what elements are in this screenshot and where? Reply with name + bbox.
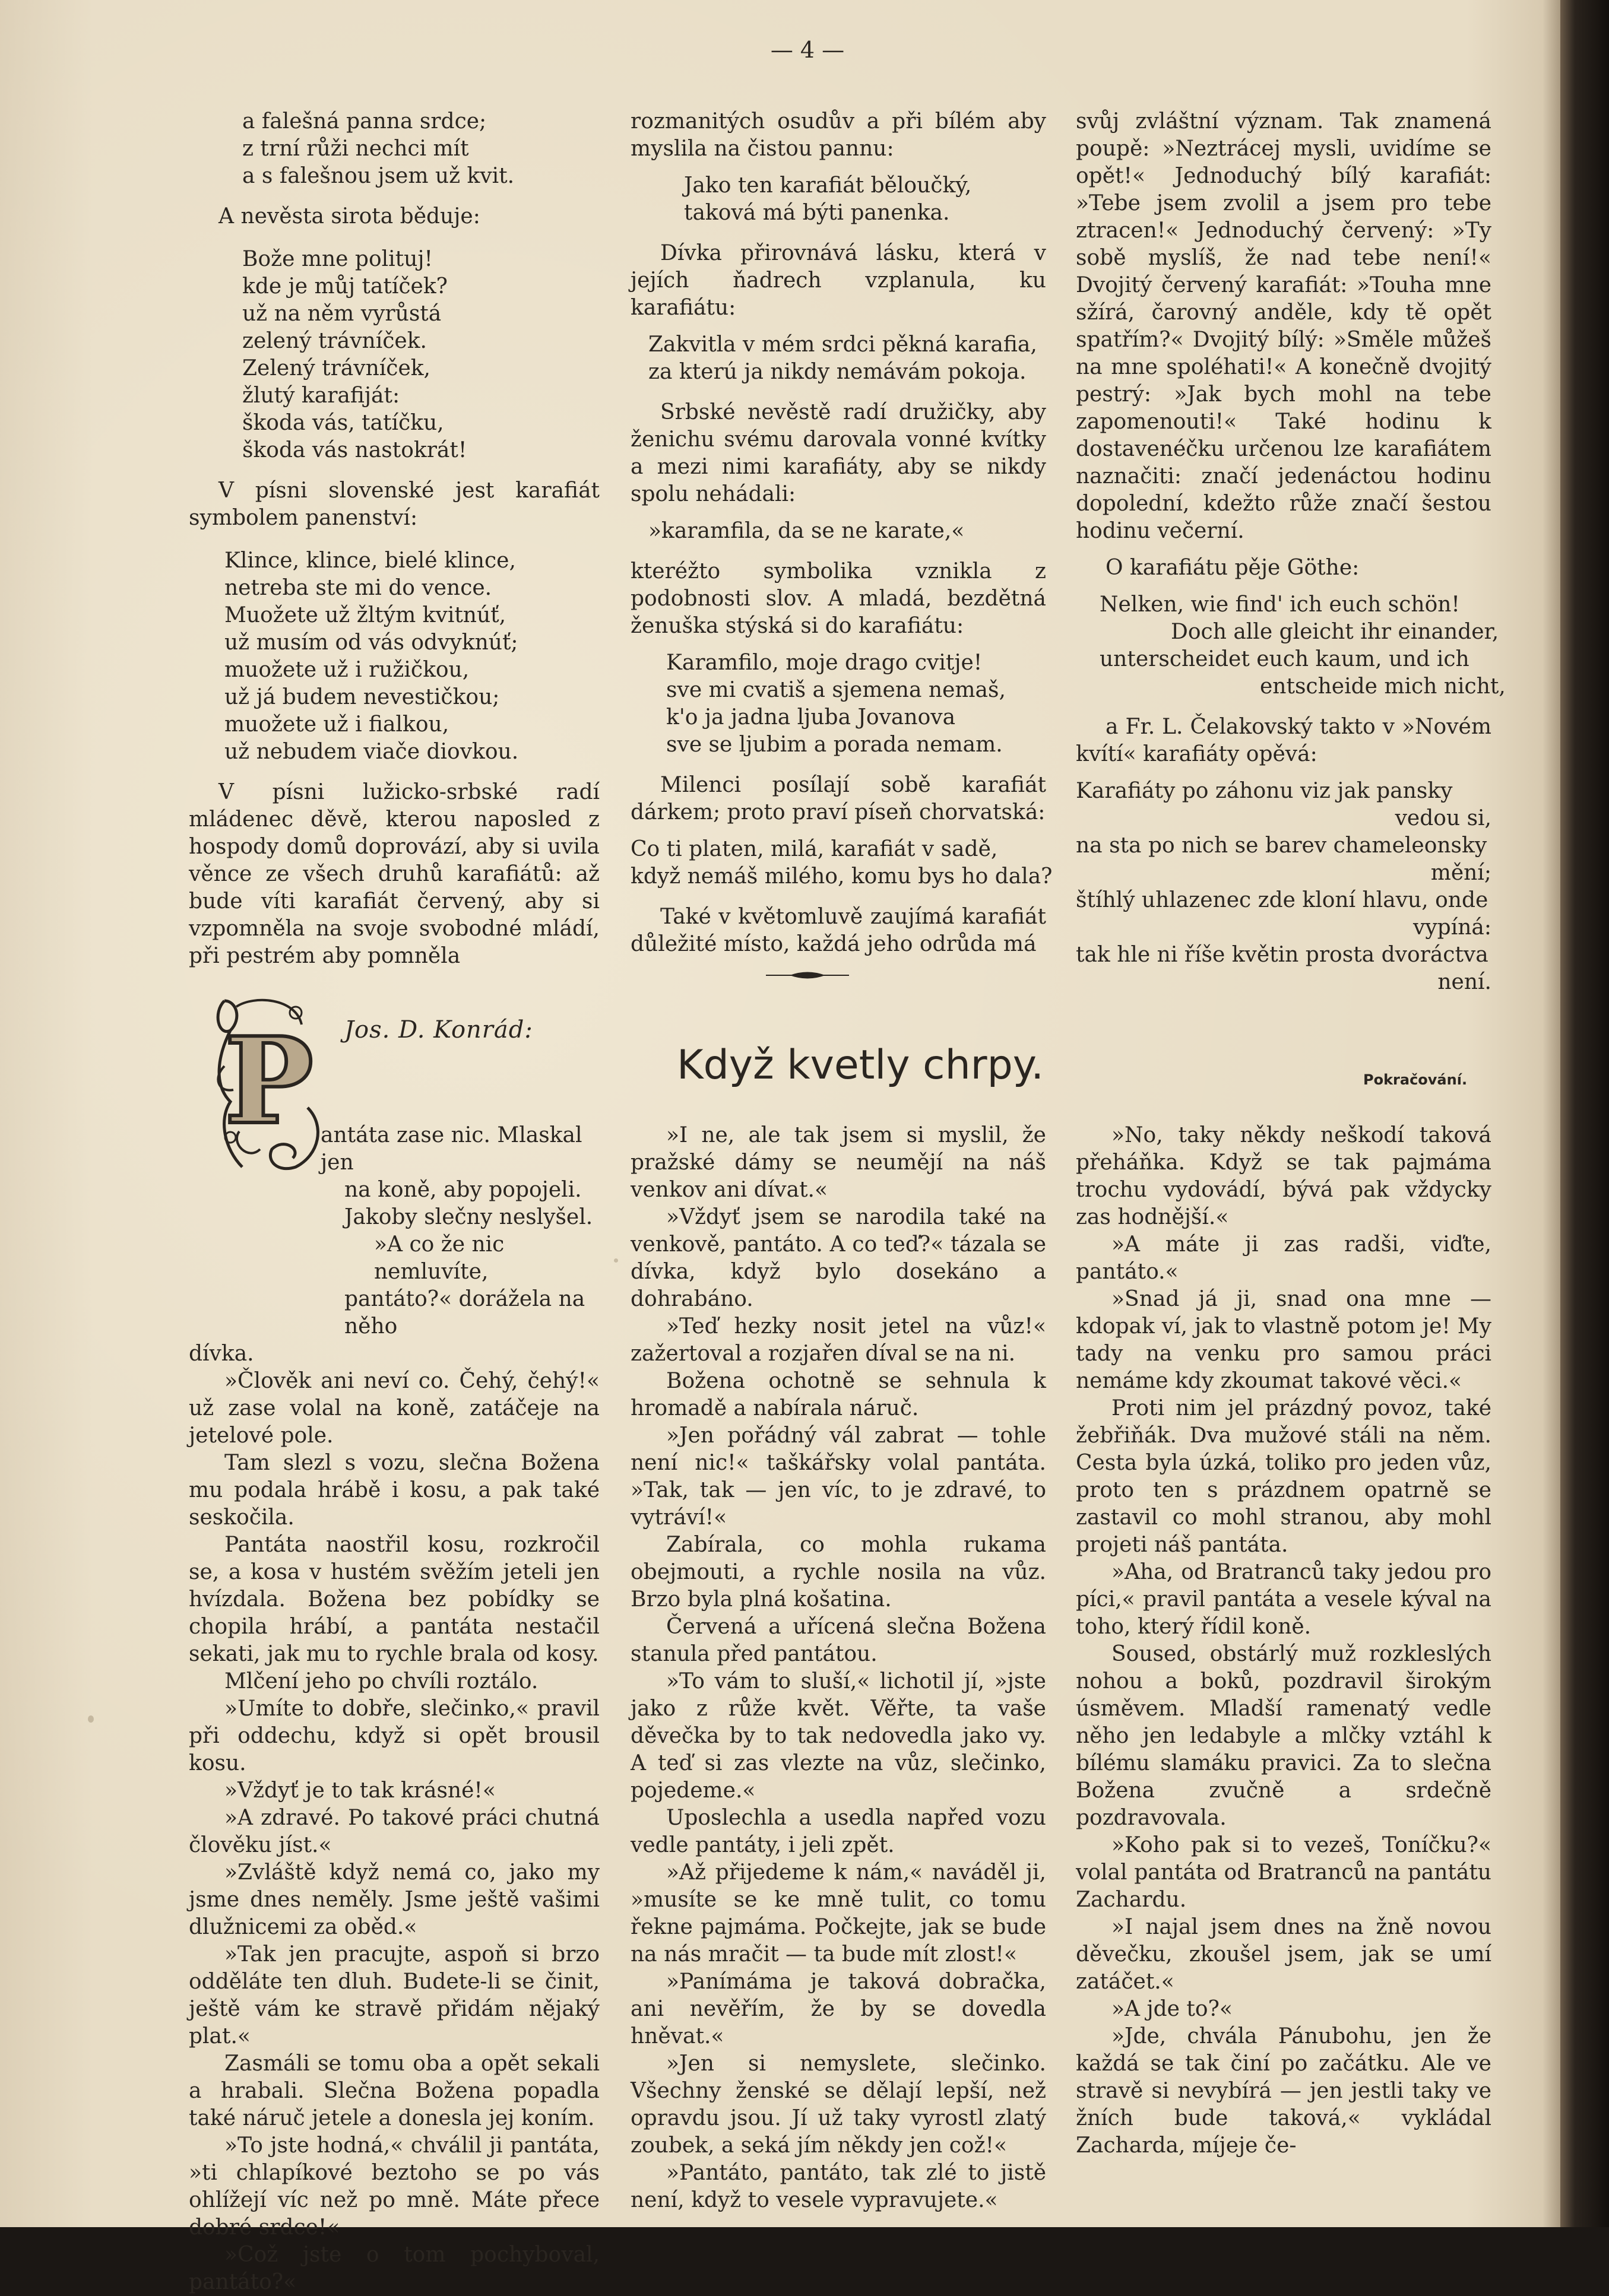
paragraph: Červená a uřícená slečna Božena stanula před pantátou.	[631, 1615, 1046, 1666]
verse-line: není.	[1437, 970, 1491, 994]
paragraph: »Jen pořádný vál zabrat — tohle není nic!« taškářsky volal pantáta. »Tak, tak — jen víc, to je zdravé, to vytráví!«	[631, 1423, 1046, 1530]
paragraph: »A zdravé. Po takové práci chutná člověku jíst.«	[189, 1806, 600, 1857]
verse-line: žlutý karafiját:	[242, 383, 400, 408]
paragraph: A nevěsta sirota běduje:	[218, 204, 480, 229]
paragraph: »Teď hezky nosit jetel na vůz!« zažertoval a rozjařen díval se na ni.	[631, 1314, 1046, 1366]
paragraph: Mlčení jeho po chvíli roztálo.	[224, 1669, 539, 1694]
verse-karamfilo	[631, 649, 1046, 759]
verse-line: Bože mne polituj!	[242, 247, 433, 271]
paragraph: Srbské nevěstě radí družičky, aby ženichu svému darovala vonné kvítky a mezi nimi karafiáty, aby se nikdy spolu nehádali:	[631, 400, 1046, 506]
verse-line: když nemáš milého, komu bys ho dala?	[631, 864, 1053, 889]
paragraph: »No, taky někdy neškodí taková přeháňka. Když se tak pajmáma trochu vydovádí, bývá pak vždycky zas hodnější.«	[1076, 1123, 1491, 1229]
page-fold-shadow	[1543, 0, 1560, 2227]
verse-line: k'o ja jadna ljuba Jovanova	[666, 705, 956, 730]
verse-line: na sta po nich se barev chameleonsky	[1076, 833, 1487, 858]
story-column-1	[189, 1122, 600, 2296]
verse-karafiat	[631, 172, 1046, 227]
paragraph: rozmanitých osudův a při bílém aby myslila na čistou pannu:	[631, 109, 1046, 161]
paragraph: »Umíte to dobře, slečinko,« pravil při oddechu, když si opět brousil kosu.	[189, 1696, 600, 1775]
paragraph: »Což jste o tom pochyboval, pantáto?«	[189, 2243, 600, 2294]
paragraph: »Až přijedeme k nám,« naváděl ji, »musíte se ke mně tulit, co tomu řekne pajmáma. Počkejte, jak se bude na nás mračit — ta bude mít zlost!«	[631, 1860, 1046, 1967]
verse-line: kde je můj tatíček?	[242, 274, 448, 299]
verse-line: netreba ste mi do vence.	[224, 576, 492, 600]
verse-line: muožete už i fialkou,	[224, 712, 449, 737]
paragraph: »I ne, ale tak jsem si myslil, že pražské dámy se neumějí na náš venkov ani dívat.«	[631, 1123, 1046, 1202]
verse-top	[189, 108, 600, 190]
story-column-3	[1076, 1122, 1491, 2159]
binding-edge	[1560, 0, 1609, 2227]
verse-line: už na něm vyrůstá	[242, 302, 442, 326]
verse-line: sve se ljubim a porada nemam.	[666, 732, 1003, 757]
verse-sirota	[189, 246, 600, 464]
paragraph: Soused, obstárlý muž rozkleslých nohou a boků, pozdravil širokým úsměvem. Mladší ramenatý vedle něho jen ledabyle a mlčky vztáhl k bílému slamáku pravici. Za to slečna Božena zvučně a srdečně pozdravovala.	[1076, 1642, 1491, 1830]
verse-line: muožete už i ružičkou,	[224, 658, 470, 682]
paragraph: dívka.	[189, 1342, 254, 1366]
ornament-divider	[766, 969, 849, 982]
verse-line: a s falešnou jsem už kvit.	[242, 164, 515, 188]
verse-line: Klince, klince, bielé klince,	[224, 548, 516, 573]
story-author: Jos. D. Konrád:	[344, 1016, 533, 1044]
verse-karamfila	[631, 518, 1046, 545]
drop-cap-letter: P	[224, 1011, 314, 1151]
verse-coti	[631, 836, 1053, 890]
verse-line: z trní růži nechci mít	[242, 137, 469, 161]
verse-line: za kterú ja nikdy nemávám pokoja.	[648, 360, 1027, 384]
paragraph: »Jde, chvála Pánubohu, jen že každá se tak činí po začátku. Ale ve stravě si nevybírá — jen jestli taky ve žních bude taková,« vykládal Zacharda, míjeje če-	[1076, 2024, 1491, 2158]
top-column-2	[631, 108, 1053, 968]
paragraph: Zasmáli se tomu oba a opět sekali a hrabali. Slečna Božena popadla také náruč jetele a donesla jej koním.	[189, 2051, 600, 2130]
paragraph: V písni lužicko-srbské radí mládenec děvě, kterou naposled z hospody domů doprovází, aby si uvila věnce ze všech druhů karafiátů: až bude víti karafiát červený, aby si vzpomněla na svoje svobodné mládí, při pestrém aby pomněla	[189, 780, 600, 968]
story-title: Když kvetly chrpy.	[677, 1042, 1044, 1089]
paragraph: »Jen si nemyslete, slečinko. Všechny ženské se dělají lepší, než opravdu jsou. Jí už taky vyrostl zlatý zoubek, a seká jím někdy jen což!«	[631, 2051, 1046, 2158]
verse-line: Co ti platen, milá, karafiát v sadě,	[631, 837, 998, 861]
verse-line: už nebudem viače diovkou.	[224, 740, 519, 764]
verse-line: Karamfilo, moje drago cvitje!	[666, 651, 983, 675]
paragraph: Milenci posílají sobě karafiát dárkem; proto praví píseň chorvatská:	[631, 773, 1046, 824]
dropcap-wrap-lines	[189, 1122, 600, 1340]
verse-line: Jako ten karafiát běloučký,	[684, 173, 972, 198]
verse-line: Nelken, wie find' ich euch schön!	[1100, 592, 1460, 617]
verse-line: taková má býti panenka.	[684, 201, 950, 225]
verse-line: už já budem nevestičkou;	[224, 685, 500, 709]
paragraph: Tam slezl s vozu, slečna Božena mu podala hrábě i kosu, a pak také seskočila.	[189, 1451, 600, 1530]
verse-zakvitla	[631, 331, 1046, 386]
paragraph: a Fr. L. Čelakovský takto v »Novém kvítí« karafiáty opěvá:	[1076, 715, 1491, 766]
text-line: pantáto?« dorážela na něho	[344, 1287, 585, 1339]
verse-line: už musím od vás odvyknúť;	[224, 630, 518, 655]
paragraph: »Snad já ji, snad ona mne — kdopak ví, jak to vlastně potom je! My tady na venku pro samou práci nemáme kdy zkoumat takové věci.«	[1076, 1287, 1491, 1393]
paragraph: »Panímáma je taková dobračka, ani nevěřím, že by se dovedla hněvat.«	[631, 1970, 1046, 2048]
paragraph: »Tak jen pracujte, aspoň si brzo odděláte ten dluh. Budete-li se činit, ještě vám ke stravě přidám nějaký plat.«	[189, 1942, 600, 2048]
verse-line: sve mi cvatiš a sjemena nemaš,	[666, 678, 1006, 702]
verse-line: škoda vás, tatíčku,	[242, 411, 444, 435]
verse-line: Zakvitla v mém srdci pěkná karafia,	[648, 332, 1037, 357]
paragraph: kteréžto symbolika vznikla z podobnosti slov. A mladá, bezdětná ženuška stýská si do karafiátu:	[631, 559, 1046, 638]
paragraph: »Vždyť jsem se narodila také na venkově, pantáto. A co teď?« tázala se dívka, když bylo dosekáno a dohrabáno.	[631, 1205, 1046, 1311]
paragraph: V písni slovenské jest karafiát symbolem panenství:	[189, 478, 600, 530]
text-line: Jakoby slečny neslyšel.	[344, 1205, 593, 1229]
text-line: na koně, aby popojeli.	[344, 1178, 582, 1202]
verse-line: tak hle ni říše květin prosta dvoráctva	[1076, 943, 1488, 967]
verse-line: vedou si,	[1395, 806, 1491, 830]
paragraph: Dívka přirovnává lásku, která v jejích ňadrech vzplanula, ku karafiátu:	[631, 241, 1046, 320]
paragraph: »Člověk ani neví co. Čehý, čehý!« už zase volal na koně, zatáčeje na jetelové pole.	[189, 1369, 600, 1448]
paragraph: O karafiátu pěje Göthe:	[1106, 556, 1360, 580]
verse-line: unterscheidet euch kaum, und ich	[1100, 647, 1469, 671]
top-column-1	[189, 108, 600, 979]
paragraph: »Aha, od Bratranců taky jedou pro píci,« pravil pantáta a vesele kýval na toho, který řídil koně.	[1076, 1560, 1491, 1639]
verse-line: Doch alle gleicht ihr einander,	[1171, 620, 1499, 644]
top-column-3	[1076, 108, 1506, 996]
paragraph: »Vždyť je to tak krásné!«	[224, 1778, 496, 1803]
verse-line: Muožete už žltým kvitnúť,	[224, 603, 506, 627]
verse-line: Karafiáty po záhonu viz jak pansky	[1076, 779, 1453, 803]
story-column-2	[631, 1122, 1046, 2214]
paragraph: Také v květomluvě zaujímá karafiát důležité místo, každá jeho odrůda má	[631, 905, 1046, 956]
verse-line: vypíná:	[1412, 915, 1491, 940]
verse-line: škoda vás nastokrát!	[242, 438, 467, 462]
paper-stain	[614, 1258, 618, 1263]
continued-note: Pokračování.	[1363, 1071, 1468, 1088]
paragraph: »A jde to?«	[1111, 1997, 1233, 2021]
page-number: — 4 —	[770, 37, 845, 63]
paragraph: Zabírala, co mohla rukama obejmouti, a rychle nosila na vůz. Brzo byla plná košatina.	[631, 1533, 1046, 1612]
verse-celakovsky	[1076, 778, 1491, 996]
paragraph: »I najal jsem dnes na žně novou děvečku, zkoušel jsem, jak se umí zatáčet.«	[1076, 1915, 1491, 1994]
verse-slovak	[189, 547, 600, 766]
verse-line: zelený trávníček.	[242, 329, 427, 353]
paragraph: Uposlechla a usedla napřed vozu vedle pantáty, i jeli zpět.	[631, 1806, 1046, 1857]
text-line: antáta zase nic. Mlaskal jen	[321, 1123, 582, 1175]
paragraph: »Zvláště když nemá co, jako my jsme dnes neměly. Jsme ještě vašimi dlužnicemi za oběd.«	[189, 1860, 600, 1939]
verse-line: štíhlý uhlazenec zde kloní hlavu, onde	[1076, 888, 1488, 912]
paragraph: »Koho pak si to vezeš, Toníčku?« volal pantáta od Bratranců na pantátu Zachardu.	[1076, 1833, 1491, 1912]
verse-line: mění;	[1430, 861, 1491, 885]
paragraph: Proti nim jel prázdný povoz, také žebřiňák. Dva mužové stáli na něm. Cesta byla úzká, toliko pro jeden vůz, proto ten s prázdnem opatrně se zastavil co mohl stranou, aby mohl projeti náš pantáta.	[1076, 1396, 1491, 1557]
paragraph: Božena ochotně se sehnula k hromadě a nabírala náruč.	[631, 1369, 1046, 1420]
verse-line: entscheide mich nicht,	[1260, 674, 1506, 699]
paragraph: »To jste hodná,« chválil ji pantáta, »ti chlapíkové beztoho se po vás ohlížejí víc než po mně. Máte přece dobré srdce!«	[189, 2133, 600, 2240]
verse-line: Zelený trávníček,	[242, 356, 431, 380]
verse-german	[1076, 591, 1506, 700]
paragraph: Pantáta naostřil kosu, rozkročil se, a kosa v hustém svěžím jeteli jen hvízdala. Božena bez pobídky se chopila hrábí, a pantáta nestačil sekati, jak mu to rychle brala od kosy.	[189, 1533, 600, 1666]
paragraph: »Pantáto, pantáto, tak zlé to jistě není, když to vesele vypravujete.«	[631, 2161, 1046, 2212]
verse-line: a falešná panna srdce;	[242, 109, 487, 134]
paragraph: »To vám to sluší,« lichotil jí, »jste jako z růže květ. Věřte, ta vaše děvečka by to tak nedovedla jako vy. A teď si zas vlezte na vůz, slečinko, pojedeme.«	[631, 1669, 1046, 1803]
text-line: »A co že nic nemluvíte,	[374, 1232, 505, 1284]
paragraph: »A máte ji zas radši, viďte, pantáto.«	[1076, 1232, 1491, 1284]
paper-stain	[88, 1715, 94, 1723]
verse-line: »karamfila, da se ne karate,«	[648, 519, 965, 543]
paragraph: svůj zvláštní význam. Tak znamená poupě: »Neztrácej mysli, uvidíme se opět!« Jednoduchý bílý karafiát: »Tebe jsem zvolil a jsem pro tebe ztracen!« Jednoduchý červený: »Ty sobě myslíš, že nad tebe není!« Dvojitý červený karafiát: »Touha mne sžírá, čarovný anděle, kdy tě opět spatřím?« Dvojitý bílý: »Směle můžeš na mne spoléhati!« A konečně dvojitý pestrý: »Jak bych mohl na tebe zapomenouti!« Také hodinu k dostavenéčku určenou lze karafiátem naznačiti: značí jedenáctou hodinu dopolední, kdežto růže značí šestou hodinu večerní.	[1076, 109, 1491, 543]
